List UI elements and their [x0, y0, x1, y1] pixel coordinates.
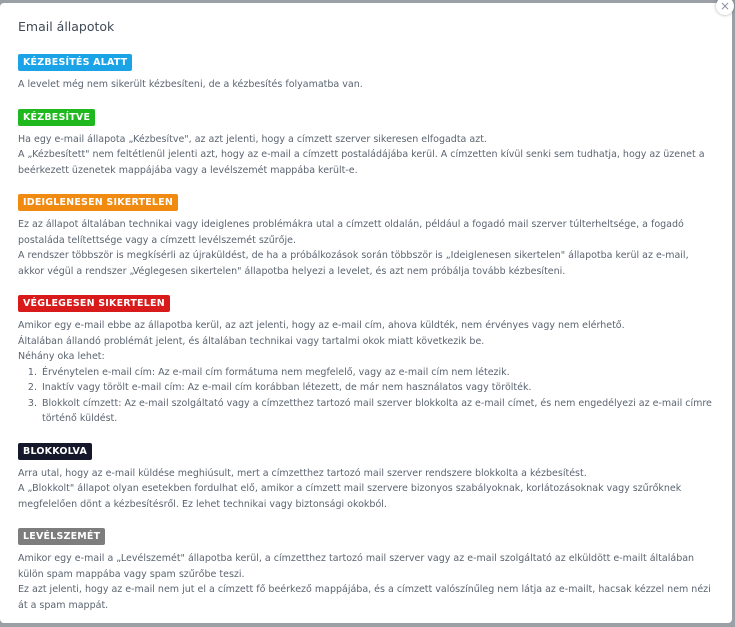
- status-badge-delivered: KÉZBESÍTVE: [18, 109, 95, 126]
- modal-title: Email állapotok: [18, 19, 115, 34]
- status-badge-temp-failed: IDEIGLENESEN SIKERTELEN: [18, 194, 178, 211]
- section-text: A rendszer többször is megkísérli az újraküldést, de ha a próbálkozások során többször is „Ideiglenesen sikertelen" állapotba kerül az e-mail, akkor végül a rendszer „Véglegesen sikertelen" állapotba helyezi a levelet, és azt nem próbálja tovább kézbesíteni.: [18, 250, 689, 277]
- list-item: 2. Inaktív vagy törölt e-mail cím: Az e-mail cím korábban létezett, de már nem használatos vagy törölték.: [40, 380, 714, 396]
- section-in-delivery: [18, 50, 714, 93]
- section-text: A „Kézbesített" nem feltétlenül jelenti azt, hogy az e-mail a címzett postaládájába kerül. A címzetten kívül senki sem tudhatja, hogy az üzenet a beérkezett üzenetek mappájába vagy a levélszemét mappába került-e.: [18, 149, 705, 176]
- section-text: Amikor egy e-mail ebbe az állapotba kerül, az azt jelenti, hogy az e-mail cím, ahova küldték, nem érvényes vagy nem elérhető.: [18, 320, 625, 331]
- section-temp-failed: [18, 190, 714, 279]
- section-spam: [18, 524, 714, 613]
- section-text: Amikor egy e-mail a „Levélszemét" állapotba kerül, a címzetthez tartozó mail szerver vagy az e-mail szolgáltató az elküldött e-mailt általában külön spam mappába vagy spam szűrőbe teszi.: [18, 553, 695, 580]
- list-item: 1. Érvénytelen e-mail cím: Az e-mail cím formátuma nem megfelelő, vagy az e-mail cím nem létezik.: [40, 365, 714, 381]
- section-text: Ez azt jelenti, hogy az e-mail nem jut el a címzett fő beérkező mappájába, és a címzett valószínűleg nem látja az e-mailt, hacsak kézzel nem nézi át a spam mappát.: [18, 584, 711, 611]
- section-text: Néhány oka lehet:: [18, 351, 105, 362]
- status-badge-in-delivery: KÉZBESÍTÉS ALATT: [18, 54, 132, 71]
- section-text: Általában állandó problémát jelent, és általában technikai vagy tartalmi okok miatt következik be.: [18, 335, 485, 347]
- section-text: Ha egy e-mail állapota „Kézbesítve", az azt jelenti, hogy a címzett szerver sikeresen elfogadta azt.: [18, 133, 487, 145]
- close-icon[interactable]: ×: [716, 0, 734, 15]
- list-item: 3. Blokkolt címzett: Az e-mail szolgáltató vagy a címzetthez tartozó mail szerver blokkolta az e-mail címet, és nem engedélyezi az e-mail címre történő küldést.: [40, 396, 714, 427]
- section-text: Arra utal, hogy az e-mail küldése meghiúsult, mert a címzetthez tartozó mail szerver rendszere blokkolta a kézbesítést.: [18, 467, 587, 479]
- section-text: A levelet még nem sikerült kézbesíteni, de a kézbesítés folyamatba van.: [18, 79, 363, 90]
- section-text: A „Blokkolt" állapot olyan esetekben fordulhat elő, amikor a címzett mail szervere bizonyos szabályoknak, korlátozásoknak vagy szűrőknek megfelelően dönt a kézbesítésről. Ez lehet technikai vagy biztonsági okokból.: [18, 483, 682, 510]
- status-badge-spam: LEVÉLSZEMÉT: [18, 528, 105, 545]
- status-badge-blocked: BLOKKOLVA: [18, 443, 92, 460]
- status-badge-perm-failed: VÉGLEGESEN SIKERTELEN: [18, 295, 170, 312]
- section-text: Ez az állapot általában technikai vagy ideiglenes problémákra utal a címzett oldalán, például a fogadó mail szerver túlterheltsége, a fogadó postaláda telítettsége vagy a címzett levélszemét szűrője.: [18, 219, 684, 246]
- section-delivered: [18, 105, 714, 179]
- section-perm-failed: [18, 291, 714, 427]
- reason-list: [18, 365, 714, 427]
- section-blocked: [18, 439, 714, 513]
